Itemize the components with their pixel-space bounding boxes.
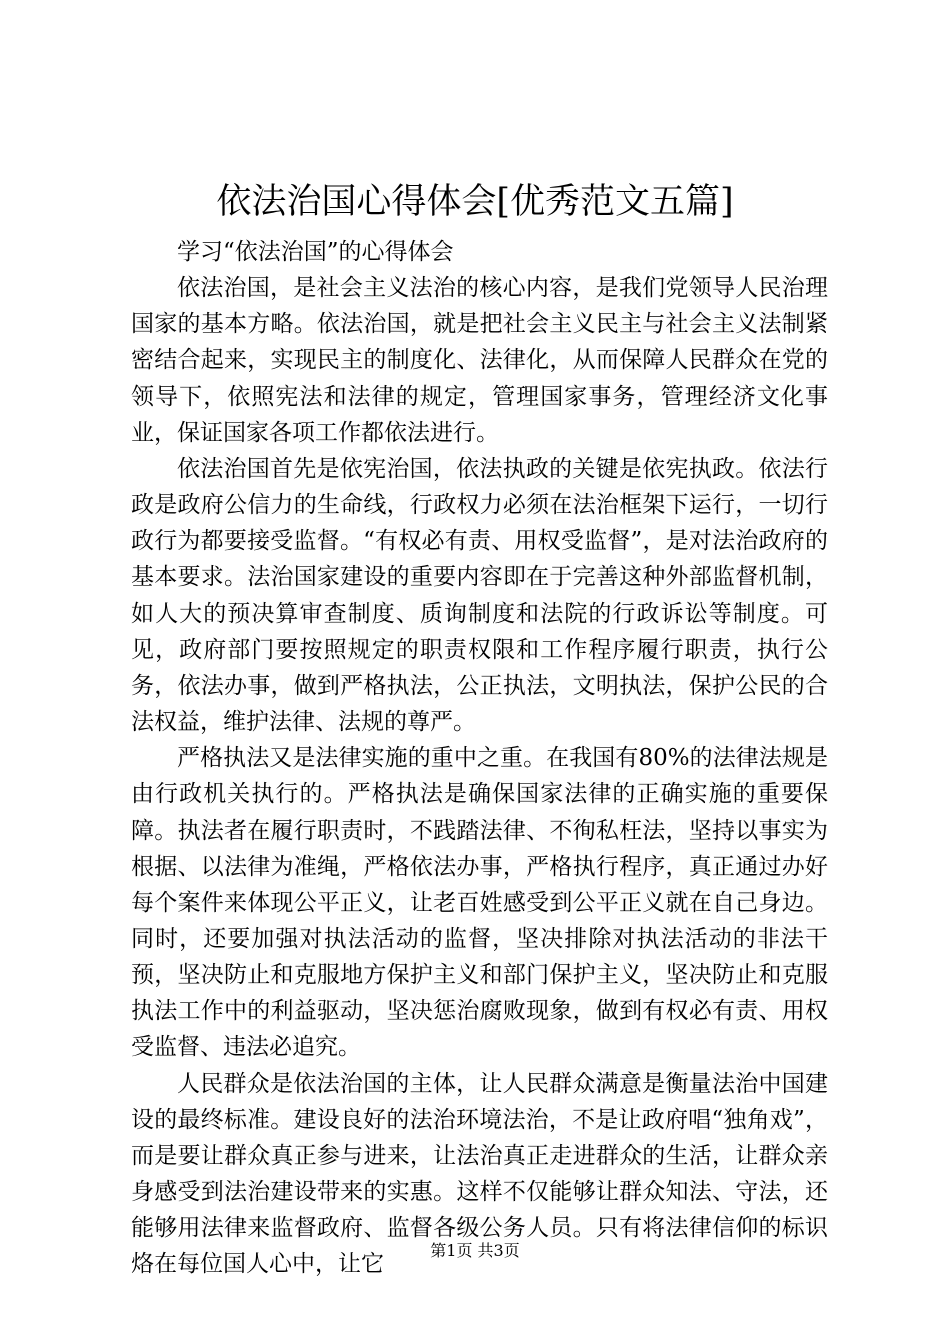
document-body	[131, 234, 828, 1283]
paragraph: 严格执法又是法律实施的重中之重。在我国有80%的法律法规是由行政机关执行的。严格执法是确保国家法律的正确实施的重要保障。执法者在履行职责时，不践踏法律、不徇私枉法，坚持以事实为根据、以法律为准绳，严格依法办事，严格执行程序，真正通过办好每个案件来体现公平正义，让老百姓感受到公平正义就在自己身边。同时，还要加强对执法活动的监督，坚决排除对执法活动的非法干预，坚决防止和克服地方保护主义和部门保护主义，坚决防止和克服执法工作中的利益驱动，坚决惩治腐败现象，做到有权必有责、用权受监督、违法必追究。	[131, 745, 828, 1061]
page-footer: 第1页 共3页	[430, 1241, 520, 1260]
document-title: 依法治国心得体会[优秀范文五篇]	[216, 182, 734, 222]
paragraph: 人民群众是依法治国的主体，让人民群众满意是衡量法治中国建设的最终标准。建设良好的法治环境法治，不是让政府唱“独角戏”，而是要让群众真正参与进来，让法治真正走进群众的生活，让群众亲身感受到法治建设带来的实惠。这样不仅能够让群众知法、守法，还能够用法律来监督政府、监督各级公务人员。只有将法律信仰的标识烙在每位国人心中，让它	[131, 1070, 828, 1278]
paragraph: 依法治国，是社会主义法治的核心内容，是我们党领导人民治理国家的基本方略。依法治国，就是把社会主义民主与社会主义法制紧密结合起来，实现民主的制度化、法律化，从而保障人民群众在党的领导下，依照宪法和法律的规定，管理国家事务，管理经济文化事业，保证国家各项工作都依法进行。	[131, 275, 828, 446]
paragraph: 依法治国首先是依宪治国，依法执政的关键是依宪执政。依法行政是政府公信力的生命线，行政权力必须在法治框架下运行，一切行政行为都要接受监督。“有权必有责、用权受监督”，是对法治政府的基本要求。法治国家建设的重要内容即在于完善这种外部监督机制，如人大的预决算审查制度、质询制度和法院的行政诉讼等制度。可见，政府部门要按照规定的职责权限和工作程序履行职责，执行公务，依法办事，做到严格执法，公正执法，文明执法，保护公民的合法权益，维护法律、法规的尊严。	[131, 455, 828, 736]
section-subheading: 学习“依法治国”的心得体会	[177, 239, 454, 265]
